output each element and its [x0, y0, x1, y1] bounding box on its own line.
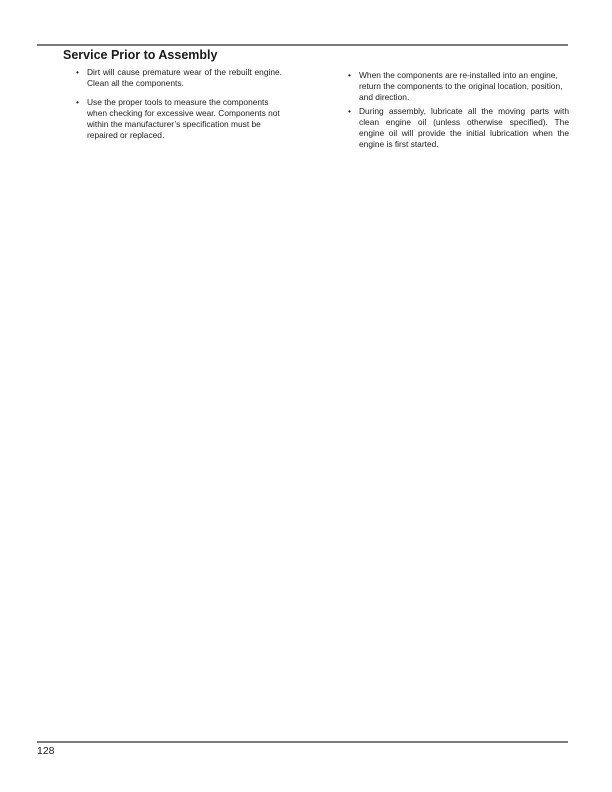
bullet-text: During assembly, lubricate all the moving parts with clean engine oil (unless otherwise specified). The engine oil will provide the initial lubrication when the engine is first started.: [359, 106, 569, 149]
left-column: [76, 67, 282, 149]
bullet-text: Use the proper tools to measure the components when checking for excessive wear. Components not within the manufacturer’s specification must be repaired or replaced.: [87, 97, 280, 140]
list-item: [76, 67, 282, 89]
bullet-icon: •: [348, 106, 351, 116]
list-item: [76, 97, 282, 141]
bullet-icon: •: [348, 70, 351, 80]
footer-rule: [37, 741, 568, 743]
page-number: 128: [37, 745, 55, 757]
list-item: [348, 70, 569, 103]
list-item: [348, 106, 569, 150]
section-title: Service Prior to Assembly: [63, 48, 218, 62]
right-column: [348, 70, 569, 153]
bullet-icon: •: [76, 67, 79, 77]
bullet-icon: •: [76, 97, 79, 107]
bullet-text: When the components are re-installed into an engine, return the components to the original location, position, and direction.: [359, 70, 563, 102]
header-rule: [37, 44, 568, 46]
bullet-text: Dirt will cause premature wear of the rebuilt engine. Clean all the components.: [87, 67, 282, 88]
